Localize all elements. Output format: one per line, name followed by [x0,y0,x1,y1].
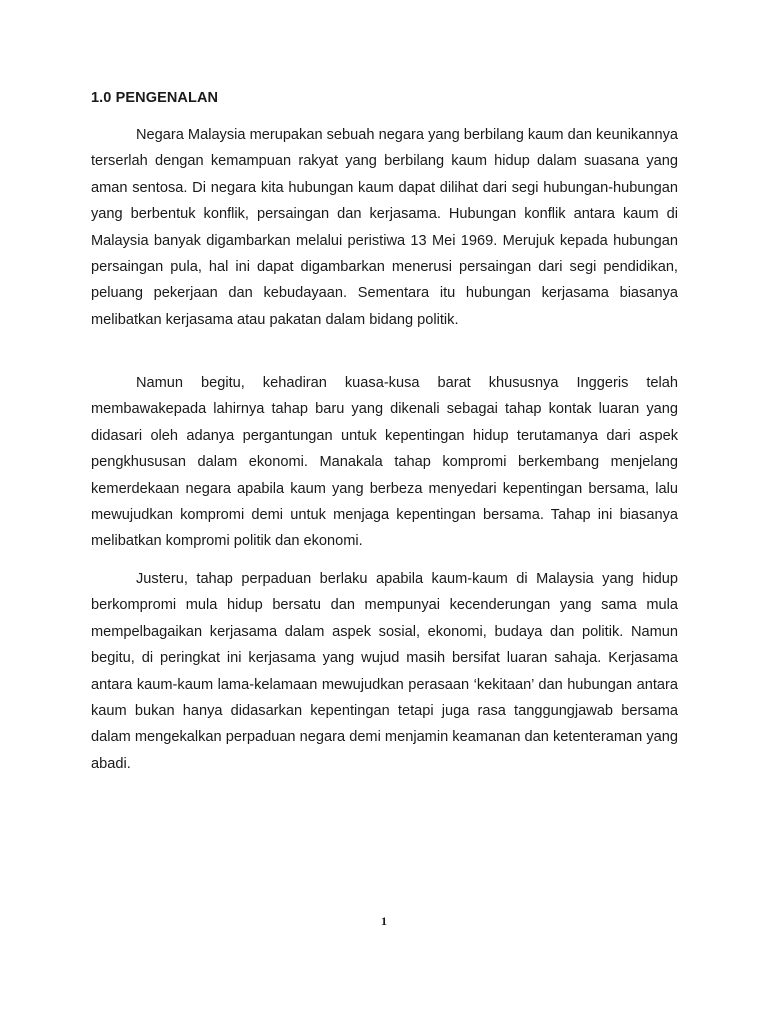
page-number: 1 [381,914,387,928]
paragraph-unity: Justeru, tahap perpaduan berlaku apabila kaum-kaum di Malaysia yang hidup berkompromi mula hidup bersatu dan mempunyai kecenderungan yang sama mula mempelbagaikan kerjasama dalam aspek sosial, ekonomi, budaya dan politik. Namun begitu, di peringkat ini kerjasama yang wujud masih bersifat luaran sahaja. Kerjasama antara kaum-kaum lama-kelamaan mewujudkan perasaan ‘kekitaan’ dan hubungan antara kaum bukan hanya didasarkan kepentingan tetapi juga rasa tanggungjawab bersama dalam mengekalkan perpaduan negara demi menjamin keamanan dan ketenteraman yang abadi. [91,571,678,772]
paragraph-introduction: Negara Malaysia merupakan sebuah negara yang berbilang kaum dan keunikannya terserlah dengan kemampuan rakyat yang berbilang kaum hidup dalam suasana yang aman sentosa. Di negara kita hubungan kaum dapat dilihat dari segi hubungan-hubungan yang berbentuk konflik, persaingan dan kerjasama. Hubungan konflik antara kaum di Malaysia banyak digambarkan melalui peristiwa 13 Mei 1969. Merujuk kepada hubungan persaingan pula, hal ini dapat digambarkan menerusi persaingan dari segi pendidikan, peluang pekerjaan dan kebudayaan. Sementara itu hubungan kerjasama biasanya melibatkan kerjasama atau pakatan dalam bidang politik. [91,127,678,328]
paragraph-colonial-contact: Namun begitu, kehadiran kuasa-kusa barat khususnya Inggeris telah membawakepada lahirnya tahap baru yang dikenali sebagai tahap kontak luaran yang didasari oleh adanya pergantungan untuk kepentingan hidup terutamanya dari aspek pengkhususan dalam ekonomi. Manakala tahap kompromi berkembang menjelang kemerdekaan negara apabila kaum yang berbeza menyedari kepentingan bersama, lalu mewujudkan kompromi demi untuk menjaga kepentingan bersama. Tahap ini biasanya melibatkan kompromi politik dan ekonomi. [91,375,678,550]
section-heading: 1.0 PENGENALAN [91,90,219,106]
